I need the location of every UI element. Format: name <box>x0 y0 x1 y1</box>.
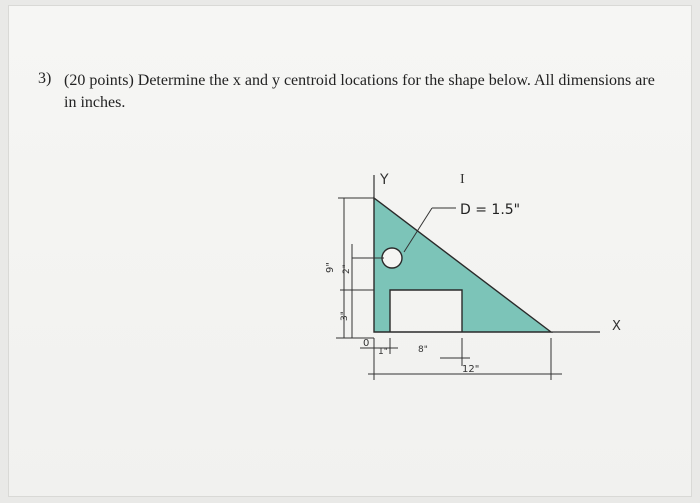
dim-2-label: 2" <box>342 264 352 274</box>
dim-0-label: 0 <box>363 338 370 349</box>
dim-12-label: 12" <box>462 364 480 375</box>
y-axis-label: Y <box>380 172 389 188</box>
dim-3-label: 3" <box>340 311 350 321</box>
dim-8-label: 8" <box>418 345 428 355</box>
question-text: (20 points) Determine the x and y centroid locations for the shape below. All dimensions are in inches. <box>64 72 655 111</box>
dim-1-label: 1" <box>378 347 388 357</box>
circular-hole <box>382 248 402 268</box>
shaded-shape <box>374 198 551 332</box>
question-number: 3) <box>38 70 52 87</box>
x-axis-label: X <box>612 319 621 334</box>
dim-9-label: 9" <box>325 262 336 273</box>
i-label: I <box>460 172 465 187</box>
hole-diameter-label: D = 1.5" <box>460 202 521 218</box>
